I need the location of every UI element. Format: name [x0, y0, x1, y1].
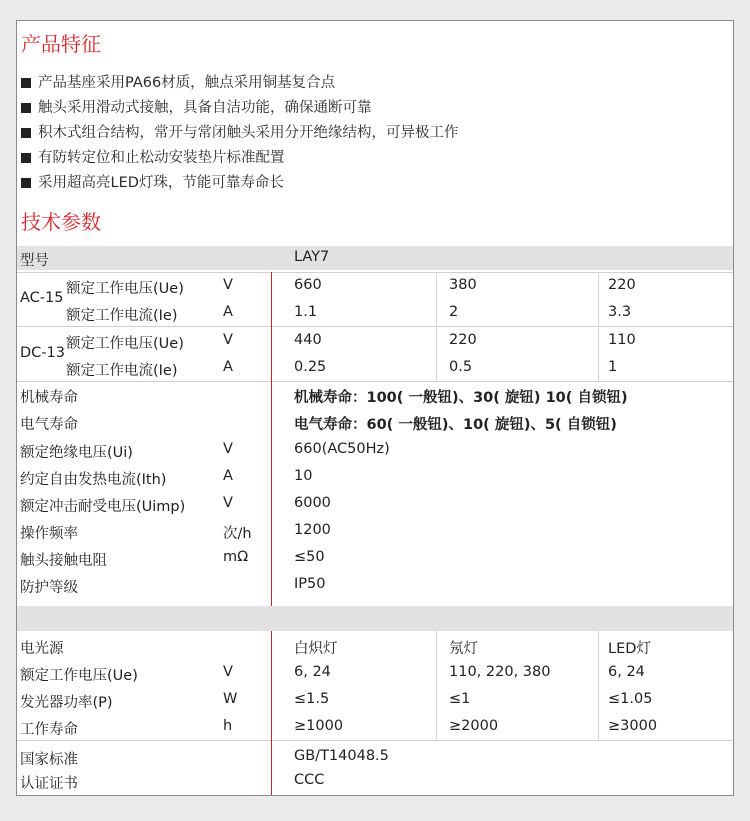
bullet-square-icon: [21, 178, 31, 188]
feature-item: 采用超高亮LED灯珠，节能可靠寿命长: [21, 171, 459, 196]
model-label: 型号: [20, 253, 49, 269]
feature-item: 产品基座采用PA66材质，触点采用铜基复合点: [21, 71, 459, 96]
model-band: [17, 246, 733, 270]
ac15-label: AC-15: [20, 290, 64, 306]
feature-item: 积木式组合结构，常开与常闭触头采用分开绝缘结构，可异极工作: [21, 121, 459, 146]
separator-band: [17, 606, 733, 631]
bullet-square-icon: [21, 103, 31, 113]
model-value: LAY7: [294, 249, 330, 265]
feature-item: 有防转定位和止松动安装垫片标准配置: [21, 146, 459, 171]
bullet-square-icon: [21, 128, 31, 138]
features-title: 产品特征: [21, 32, 101, 56]
feature-item: 触头采用滑动式接触，具备自洁功能，确保通断可靠: [21, 96, 459, 121]
bullet-square-icon: [21, 78, 31, 88]
spec-card: 产品特征 产品基座采用PA66材质，触点采用铜基复合点 触头采用滑动式接触，具备自洁功能，确保通断可靠 积木式组合结构，常开与常闭触头采用分开绝缘结构，可异极工作 有防转定位和止松动安装垫片标准配置 采用超高亮LED灯珠，节能可靠寿命长 技术参数 型号 LAY7 额定工作电压(Ue) V 660 380 220 AC-15 额定工作电流(Ie) A 1.1 2 3.3 额定工作电压(Ue) V 440 220 110 DC-13 额定工作电流(Ie) A 0.25 0.5 1 机械寿命 机械寿命：100( 一般钮)、30( 旋钮) 10( 自锁钮) 电气寿命 电气寿命：60( 一般钮)、10( 旋钮)、5( 自锁钮) 额定绝缘电压(Ui) V 660(AC50Hz) 约定自由发热电流(Ith) A 10 额定冲击耐受电压(Uimp) V 6000 操作频率 次/h 1200 触头接触电阻 mΩ ≤50 防护等级 IP50 电光源 白炽灯 氖灯 LED灯 额定工作电压(Ue) V 6, 24 110, 220, 380 6, 24 发光器功率(P) W ≤1.5 ≤1 ≤1.05 工作寿命 h ≥1000 ≥2000 ≥3000 国家标准 GB/T14048.5 认证证书 CCC: [16, 20, 734, 796]
params-title: 技术参数: [21, 210, 101, 234]
dc13-label: DC-13: [20, 345, 65, 361]
bullet-square-icon: [21, 153, 31, 163]
features-list: [21, 71, 459, 196]
